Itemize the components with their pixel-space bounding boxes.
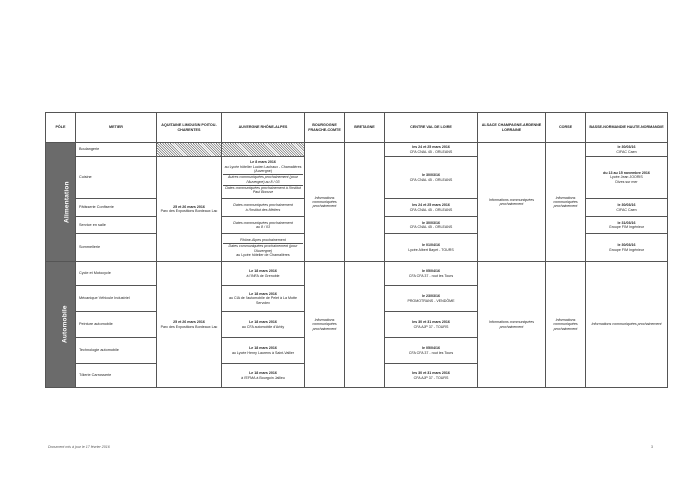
centre-technologie: le 05/04/16 CFA CFA 37 - rout les Tours [385,338,478,364]
table-row [46,262,668,286]
alsace-automobile: Informations communiquées prochainement [478,262,546,388]
centre-service: le 30/03/16 CFA CNAL 45 - ORLEANS [385,217,478,234]
centre-sommellerie: le 01/04/16 Lycée Albert Bayet - TOURS [385,234,478,262]
bretagne-alimentation [345,143,385,262]
pole-alimentation: Alimentation [46,143,76,262]
centre-patisserie: les 24 et 25 mars 2016 CFA CNAL 45 - ORLEANS [385,199,478,217]
table-row [46,143,668,157]
metier-service: Service en salle [76,217,157,234]
auvergne-sommellerie: Rhône-Alpes prochainement Dates communiquées prochainement (pour l'Auvergne) au Lycée hôtelier de Chamalières [222,234,305,262]
bretagne-automobile [345,262,385,388]
normandie-automobile: Informations communiquées prochainement [586,262,668,388]
corse-alimentation: Informations communiquées prochainement [546,143,586,262]
header-corse: CORSE [546,113,586,143]
header-row [46,113,668,143]
alsace-alimentation: Informations communiquées prochainement [478,143,546,262]
hatched-cell [222,143,305,157]
corse-automobile: Informations communiquées prochainement [546,262,586,388]
bourgogne-automobile: Informations communiquées prochainement [305,262,345,388]
normandie-service: le 31/03/16 Groupe FIM Ingénieur [586,217,668,234]
centre-boulangerie: les 24 et 25 mars 2016 CFA CNAL 45 - ORLEANS [385,143,478,157]
header-bourgogne: BOURGOGNE FRANCHE-COMTE [305,113,345,143]
metier-technologie: Technologie automobile [76,338,157,364]
centre-cycle: le 05/04/16 CFA CFA 37 - rout les Tours [385,262,478,286]
metier-boulangerie: Boulangerie [76,143,157,157]
bourgogne-alimentation: Informations communiquées prochainement [305,143,345,262]
header-aquitaine: AQUITAINE LIMOUSIN POITOU-CHARENTES [157,113,222,143]
auvergne-technologie: Le 18 mars 2016 au Lycée Henry Laurens à Saint-Vallier [222,338,305,364]
hatched-cell [157,143,222,157]
metier-sommellerie: Sommellerie [76,234,157,262]
normandie-sommellerie: le 30/03/16 Groupe FIM Ingénieur [586,234,668,262]
header-normandie: BASSE-NORMANDIE HAUTE-NORMANDIE [586,113,668,143]
auvergne-patisserie: Dates communiquées prochainement à l'Institut des Métiers [222,199,305,217]
metier-mecanique: Mécanique Véhicule Industriel [76,286,157,312]
competition-schedule-table [45,112,668,388]
auvergne-peinture: Le 18 mars 2016 au CFA automobile d'Arbly [222,312,305,338]
metier-patisserie: Pâtisserie Confiserie [76,199,157,217]
centre-tolerie: les 30 et 31 mars 2016 CFA AJP 37 - TOURS [385,364,478,388]
auvergne-tolerie: Le 18 mars 2016 à l'EFMA à Bourgoin Jallieu [222,364,305,388]
pole-automobile: Automobile [46,262,76,388]
aquitaine-alimentation: 25 et 26 mars 2016 Parc des Expositions Bordeaux Lac [157,157,222,262]
header-auvergne: AUVERGNE RHÔNE-ALPES [222,113,305,143]
metier-tolerie: Tôlerie Carrosserie [76,364,157,388]
normandie-cuisine: du 13 au 15 novembre 2016 Lycée Jean JOORIS Dives sur mer [586,157,668,199]
metier-cycle: Cycle et Motocycle [76,262,157,286]
header-centre: CENTRE VAL DE LOIRE [385,113,478,143]
auvergne-cycle: Le 18 mars 2016 à l'INFA de Grenoble [222,262,305,286]
centre-peinture: les 30 et 31 mars 2016 CFA AJP 37 - TOURS [385,312,478,338]
centre-mecanique: le 23/03/16 PROMOTRANS - VENDÔME [385,286,478,312]
header-alsace: ALSACE CHAMPAGNE-ARDENNE LORRAINE [478,113,546,143]
footer-update-note: Document mis à jour le 17 février 2016 [48,445,110,449]
auvergne-cuisine: Le 8 mars 2016 au Lycée hôtelier Lucien Lachaux - Chamalières (Auvergne) Autres communiquées prochainement (pour l'Auvergne) au 8 / 03 Dates communiquées prochainement à l'Institut Paul Bocuse [222,157,305,199]
aquitaine-automobile: 25 et 26 mars 2016 Parc des Expositions Bordeaux Lac [157,262,222,388]
metier-peinture: Peinture automobile [76,312,157,338]
header-metier: METIER [76,113,157,143]
normandie-boulangerie: le 30/03/16 CIFAC Caen [586,143,668,157]
centre-cuisine: le 30/03/16 CFA CNAL 45 - ORLEANS [385,157,478,199]
normandie-patisserie: le 30/03/16 CIFAC Caen [586,199,668,217]
header-bretagne: BRETAGNE [345,113,385,143]
page-number: 3 [651,445,653,449]
metier-cuisine: Cuisine [76,157,157,199]
auvergne-mecanique: Le 18 mars 2016 au CIA de l'automobile de Pelet à La Motte Servolex [222,286,305,312]
header-pole: PÔLE [46,113,76,143]
auvergne-service: Dates communiquées prochainement au 8 / 03 [222,217,305,234]
